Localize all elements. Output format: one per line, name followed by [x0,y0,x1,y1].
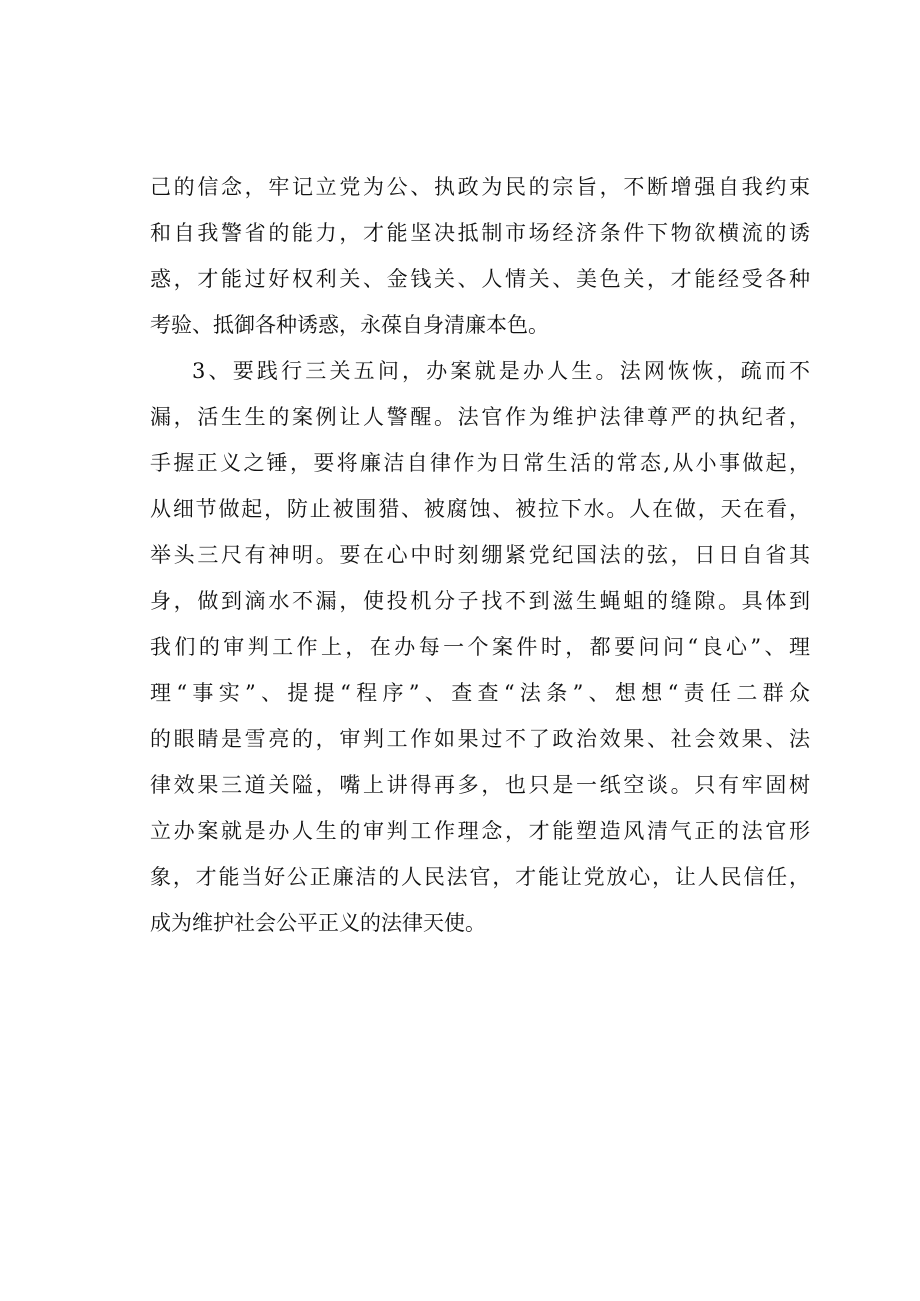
text-line: 律效果三道关隘，嘴上讲得再多，也只是一纸空谈。只有牢固树 [150,773,810,797]
text-line: 理“事实”、提提“程序”、查查“法条”、想想“责任二群众 [150,681,810,705]
text-line: 的眼睛是雪亮的，审判工作如果过不了政治效果、社会效果、法 [150,727,810,751]
text-line: 立办案就是办人生的审判工作理念，才能塑造风清气正的法官形 [150,819,810,843]
text-line: 成为维护社会公平正义的法律天使。 [150,911,486,935]
text-line: 我们的审判工作上，在办每一个案件时，都要问问“良心”、理 [150,635,810,659]
document-body [150,164,810,946]
text-line: 己的信念，牢记立党为公、执政为民的宗旨，不断增强自我约束 [150,175,810,199]
text-line: 考验、抵御各种诱惑，永葆自身清廉本色。 [150,313,549,337]
text-line: 手握正义之锤，要将廉洁自律作为日常生活的常态,从小事做起， [150,451,810,475]
text-line: 从细节做起，防止被围猎、被腐蚀、被拉下水。人在做，天在看， [150,497,810,521]
text-line: 惑，才能过好权利关、金钱关、人情关、美色关，才能经受各种 [150,267,810,291]
text-line: 漏，活生生的案例让人警醒。法官作为维护法律尊严的执纪者， [150,405,810,429]
text-line: 象，才能当好公正廉洁的人民法官，才能让党放心，让人民信任， [150,865,810,889]
text-line: 身，做到滴水不漏，使投机分子找不到滋生蝇蛆的缝隙。具体到 [150,589,810,613]
text-line: 和自我警省的能力，才能坚决抵制市场经济条件下物欲横流的诱 [150,221,810,245]
paragraph-start-line: 3、要践行三关五问，办案就是办人生。法网恢恢，疏而不 [192,359,810,383]
text-line: 举头三尺有神明。要在心中时刻绷紧党纪国法的弦，日日自省其 [150,543,810,567]
